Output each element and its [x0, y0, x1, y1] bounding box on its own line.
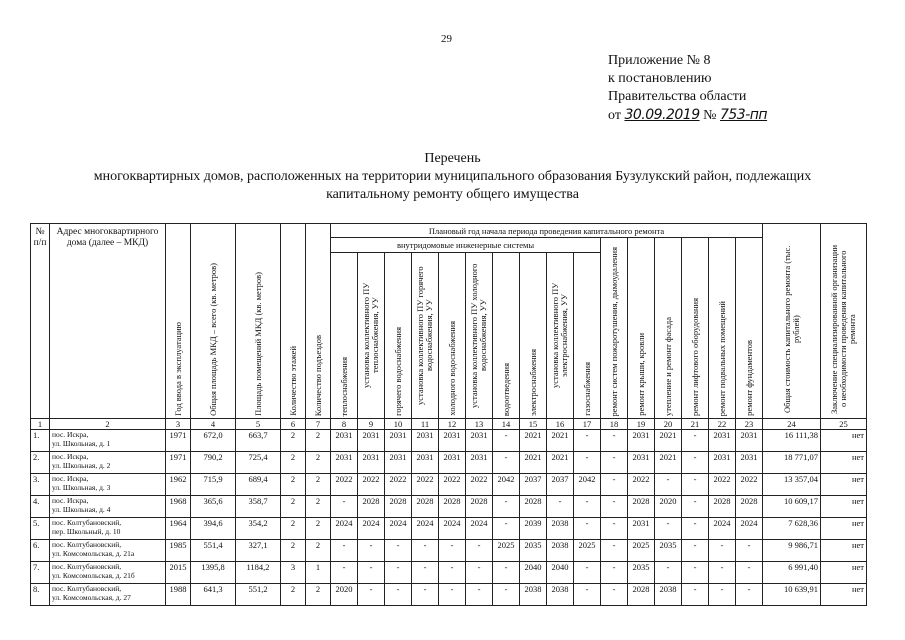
plan-year-cell: - — [547, 496, 574, 518]
plan-year-cell: 2022 — [358, 474, 385, 496]
address-settlement: пос. Колтубановский, — [52, 540, 122, 549]
plan-year-cell: 2039 — [520, 518, 547, 540]
plan-year-cell: 2024 — [331, 518, 358, 540]
col-header-hot-water: горячего водоснабжения — [392, 327, 403, 416]
plan-year-cell: 2028 — [628, 584, 655, 606]
address-cell — [50, 584, 166, 606]
plan-year-cell: - — [574, 518, 601, 540]
cost-cell: 7 628,36 — [763, 518, 821, 540]
address-cell — [50, 430, 166, 452]
column-number: 20 — [655, 419, 682, 430]
plan-year-cell: 2022 — [385, 474, 412, 496]
plan-year-cell: - — [358, 562, 385, 584]
plan-year-cell: 2021 — [655, 452, 682, 474]
plan-year-cell: - — [331, 540, 358, 562]
col-header-cold-water-meter: установка коллективного ПУ холодного водоснабжения, УУ — [469, 263, 488, 408]
col-header-heat-meter: установка коллективного ПУ теплоснабжения, УУ — [361, 282, 380, 389]
plan-year-cell: - — [736, 562, 763, 584]
plan-year-cell: - — [493, 496, 520, 518]
plan-year-cell: 2028 — [439, 496, 466, 518]
area-premises-cell: 354,2 — [236, 518, 281, 540]
plan-year-cell: - — [601, 430, 628, 452]
area-total-cell: 1395,8 — [191, 562, 236, 584]
floors-cell: 3 — [281, 562, 306, 584]
col-header-conclusion: Заключение специализированной организации о необходимости проведения капитального ремонта — [829, 244, 857, 414]
address-street: ул. Комсомольская, д. 27 — [52, 593, 131, 602]
column-number: 25 — [821, 419, 867, 430]
plan-year-cell: 2025 — [493, 540, 520, 562]
address-street: ул. Школьная, д. 1 — [52, 439, 111, 448]
plan-year-cell: 2022 — [709, 474, 736, 496]
col-header-foundation: ремонт фундаментов — [743, 340, 754, 416]
plan-year-cell: 2022 — [439, 474, 466, 496]
col-header-floors: Количество этажей — [287, 346, 298, 416]
cost-cell: 16 111,38 — [763, 430, 821, 452]
plan-year-cell: 2031 — [628, 452, 655, 474]
column-number: 18 — [601, 419, 628, 430]
column-number: 10 — [385, 419, 412, 430]
plan-year-cell: 2022 — [466, 474, 493, 496]
cost-cell: 10 639,91 — [763, 584, 821, 606]
col-header-year: Год ввода в эксплуатацию — [172, 322, 183, 416]
page-number: 29 — [441, 33, 452, 45]
table-row — [31, 430, 867, 452]
plan-year-cell: - — [385, 562, 412, 584]
area-premises-cell: 358,7 — [236, 496, 281, 518]
plan-year-cell: 2038 — [547, 518, 574, 540]
col-header-elevator: ремонт лифтового оборудования — [689, 298, 700, 416]
plan-year-cell: - — [331, 562, 358, 584]
area-total-cell: 394,6 — [191, 518, 236, 540]
plan-year-cell: 2035 — [628, 562, 655, 584]
date-prefix: от — [608, 108, 621, 123]
row-number: 4. — [31, 496, 50, 518]
area-total-cell: 790,2 — [191, 452, 236, 474]
plan-year-cell: 2020 — [331, 584, 358, 606]
plan-year-cell: 2028 — [466, 496, 493, 518]
address-cell — [50, 474, 166, 496]
cost-cell: 9 986,71 — [763, 540, 821, 562]
plan-year-cell: 2024 — [709, 518, 736, 540]
plan-year-cell: 2040 — [520, 562, 547, 584]
plan-year-cell: - — [493, 452, 520, 474]
area-total-cell: 672,0 — [191, 430, 236, 452]
conclusion-cell: нет — [821, 496, 867, 518]
plan-year-cell: 2031 — [709, 430, 736, 452]
column-number: 16 — [547, 419, 574, 430]
year-cell: 1964 — [166, 518, 191, 540]
plan-year-cell: - — [655, 474, 682, 496]
area-total-cell: 551,4 — [191, 540, 236, 562]
plan-year-cell: - — [709, 584, 736, 606]
column-number: 15 — [520, 419, 547, 430]
document-subtitle-line-2: капитальному ремонту общего имущества — [326, 187, 579, 202]
conclusion-cell: нет — [821, 430, 867, 452]
plan-year-cell: - — [682, 540, 709, 562]
plan-year-cell: 2035 — [655, 540, 682, 562]
appendix-line-1: Приложение № 8 — [608, 53, 711, 68]
area-total-cell: 641,3 — [191, 584, 236, 606]
plan-year-cell: 2031 — [412, 452, 439, 474]
plan-year-cell: - — [466, 562, 493, 584]
plan-year-cell: 2028 — [520, 496, 547, 518]
plan-year-cell: 2031 — [331, 430, 358, 452]
plan-year-cell: - — [682, 452, 709, 474]
column-number: 17 — [574, 419, 601, 430]
plan-year-cell: - — [574, 562, 601, 584]
plan-year-cell: - — [709, 562, 736, 584]
plan-year-cell: 2020 — [655, 496, 682, 518]
year-cell: 1971 — [166, 452, 191, 474]
plan-year-cell: - — [439, 562, 466, 584]
conclusion-cell: нет — [821, 584, 867, 606]
floors-cell: 2 — [281, 540, 306, 562]
entrances-cell: 2 — [306, 540, 331, 562]
column-number: 9 — [358, 419, 385, 430]
table-row — [31, 496, 867, 518]
plan-year-cell: 2037 — [520, 474, 547, 496]
plan-year-cell: 2038 — [655, 584, 682, 606]
table-row — [31, 452, 867, 474]
column-number: 8 — [331, 419, 358, 430]
col-header-roof: ремонт крыши, кровли — [635, 333, 646, 416]
col-header-electricity-meter: установка коллективного ПУ электроснабжения, УУ — [550, 282, 569, 389]
column-number: 13 — [466, 419, 493, 430]
address-street: ул. Школьная, д. 3 — [52, 483, 111, 492]
plan-year-cell: 2038 — [547, 584, 574, 606]
row-number: 3. — [31, 474, 50, 496]
address-cell — [50, 518, 166, 540]
table-row — [31, 562, 867, 584]
column-number: 6 — [281, 419, 306, 430]
plan-year-cell: 2028 — [736, 496, 763, 518]
plan-year-cell: - — [682, 430, 709, 452]
col-header-num: № п/п — [31, 224, 50, 419]
plan-year-cell: - — [358, 540, 385, 562]
area-premises-cell: 551,2 — [236, 584, 281, 606]
col-header-basement: ремонт подвальных помещений — [716, 300, 727, 416]
plan-year-cell: 2021 — [520, 452, 547, 474]
col-header-cold-water: холодного водоснабжения — [446, 321, 457, 416]
plan-year-cell: - — [601, 496, 628, 518]
column-number: 12 — [439, 419, 466, 430]
row-number: 2. — [31, 452, 50, 474]
plan-year-cell: - — [412, 584, 439, 606]
plan-year-cell: - — [493, 518, 520, 540]
appendix-header — [608, 52, 767, 125]
plan-year-cell: 2022 — [736, 474, 763, 496]
plan-year-cell: - — [574, 452, 601, 474]
plan-year-cell: - — [682, 474, 709, 496]
handwritten-number: 753-пп — [719, 107, 768, 123]
row-number: 5. — [31, 518, 50, 540]
address-settlement: пос. Искра, — [52, 452, 89, 461]
plan-year-cell: 2031 — [466, 452, 493, 474]
plan-year-cell: 2028 — [385, 496, 412, 518]
plan-year-cell: - — [493, 562, 520, 584]
col-header-hot-water-meter: установка коллективного ПУ горячего водоснабжения, УУ — [415, 266, 434, 405]
floors-cell: 2 — [281, 474, 306, 496]
plan-year-cell: - — [736, 584, 763, 606]
plan-year-cell: 2031 — [412, 430, 439, 452]
address-settlement: пос. Искра, — [52, 474, 89, 483]
row-number: 1. — [31, 430, 50, 452]
cost-cell: 18 771,07 — [763, 452, 821, 474]
plan-year-cell: - — [385, 540, 412, 562]
address-cell — [50, 562, 166, 584]
plan-year-cell: 2028 — [628, 496, 655, 518]
plan-year-cell: - — [655, 562, 682, 584]
col-header-entrances: Количество подъездов — [312, 334, 323, 416]
entrances-cell: 2 — [306, 518, 331, 540]
plan-year-cell: - — [574, 584, 601, 606]
column-number: 14 — [493, 419, 520, 430]
plan-year-cell: 2042 — [493, 474, 520, 496]
plan-year-cell: 2040 — [547, 562, 574, 584]
address-street: ул. Комсомольская, д. 21б — [52, 571, 135, 580]
plan-year-cell: - — [736, 540, 763, 562]
plan-year-cell: 2031 — [736, 452, 763, 474]
plan-year-cell: - — [682, 518, 709, 540]
row-number: 6. — [31, 540, 50, 562]
col-header-fire: ремонт систем пожаротушения, дымоудаления — [608, 246, 619, 416]
address-settlement: пос. Искра, — [52, 430, 89, 439]
plan-year-cell: - — [601, 562, 628, 584]
plan-year-cell: - — [574, 430, 601, 452]
plan-year-cell: - — [682, 562, 709, 584]
plan-year-cell: - — [412, 540, 439, 562]
area-premises-cell: 663,7 — [236, 430, 281, 452]
plan-year-cell: - — [466, 584, 493, 606]
conclusion-cell: нет — [821, 474, 867, 496]
conclusion-cell: нет — [821, 518, 867, 540]
col-header-drainage: водоотведения — [500, 362, 511, 416]
column-number: 11 — [412, 419, 439, 430]
column-number: 3 — [166, 419, 191, 430]
area-premises-cell: 327,1 — [236, 540, 281, 562]
year-cell: 1985 — [166, 540, 191, 562]
plan-year-cell: 2031 — [466, 430, 493, 452]
row-number: 7. — [31, 562, 50, 584]
plan-year-cell: 2031 — [439, 452, 466, 474]
column-number: 4 — [191, 419, 236, 430]
plan-year-cell: 2031 — [385, 430, 412, 452]
plan-year-cell: - — [493, 584, 520, 606]
year-cell: 1968 — [166, 496, 191, 518]
address-street: ул. Школьная, д. 4 — [52, 505, 111, 514]
col-header-area-total: Общая площадь МКД – всего (кв. метров) — [207, 263, 218, 416]
col-header-area-premises: Площадь помещений МКД (кв. метров) — [252, 272, 263, 416]
year-cell: 1971 — [166, 430, 191, 452]
handwritten-date: 30.09.2019 — [624, 107, 700, 123]
table-row — [31, 540, 867, 562]
col-header-address: Адрес многоквартирного дома (далее – МКД) — [50, 224, 166, 419]
floors-cell: 2 — [281, 452, 306, 474]
plan-year-cell: 2038 — [547, 540, 574, 562]
plan-year-cell: - — [412, 562, 439, 584]
plan-year-cell: - — [601, 474, 628, 496]
address-street: ул. Школьная, д. 2 — [52, 461, 111, 470]
document-subtitle-line-1: многоквартирных домов, расположенных на территории муниципального образования Бузулукский район, подлежащих — [93, 169, 812, 184]
area-premises-cell: 725,4 — [236, 452, 281, 474]
table-row — [31, 518, 867, 540]
appendix-line-4 — [608, 106, 767, 125]
table-row — [31, 584, 867, 606]
address-settlement: пос. Искра, — [52, 496, 89, 505]
area-premises-cell: 1184,2 — [236, 562, 281, 584]
plan-year-cell: - — [682, 584, 709, 606]
floors-cell: 2 — [281, 430, 306, 452]
year-cell: 2015 — [166, 562, 191, 584]
plan-year-cell: 2025 — [628, 540, 655, 562]
plan-year-cell: 2024 — [412, 518, 439, 540]
column-number: 23 — [736, 419, 763, 430]
area-total-cell: 715,9 — [191, 474, 236, 496]
address-cell — [50, 496, 166, 518]
plan-year-cell: - — [574, 496, 601, 518]
cost-cell: 6 991,40 — [763, 562, 821, 584]
entrances-cell: 1 — [306, 562, 331, 584]
document-title: Перечень — [424, 151, 481, 166]
plan-year-cell: 2031 — [331, 452, 358, 474]
column-number: 5 — [236, 419, 281, 430]
plan-year-cell: 2031 — [385, 452, 412, 474]
plan-year-cell: 2031 — [358, 452, 385, 474]
col-header-facade: утепление и ремонт фасада — [662, 316, 673, 416]
column-number: 7 — [306, 419, 331, 430]
floors-cell: 2 — [281, 496, 306, 518]
conclusion-cell: нет — [821, 452, 867, 474]
year-cell: 1962 — [166, 474, 191, 496]
floors-cell: 2 — [281, 584, 306, 606]
entrances-cell: 2 — [306, 474, 331, 496]
plan-year-cell: 2031 — [709, 452, 736, 474]
plan-year-cell: 2028 — [709, 496, 736, 518]
table-body — [31, 419, 867, 606]
plan-year-cell: 2031 — [736, 430, 763, 452]
address-cell — [50, 540, 166, 562]
plan-year-cell: - — [493, 430, 520, 452]
entrances-cell: 2 — [306, 430, 331, 452]
column-number: 22 — [709, 419, 736, 430]
column-number-row — [31, 419, 867, 430]
address-settlement: пос. Колтубановский, — [52, 518, 122, 527]
plan-year-cell: 2042 — [574, 474, 601, 496]
plan-year-cell: - — [358, 584, 385, 606]
plan-year-cell: 2028 — [358, 496, 385, 518]
plan-year-cell: 2031 — [628, 518, 655, 540]
plan-year-cell: - — [601, 452, 628, 474]
column-number: 19 — [628, 419, 655, 430]
plan-year-cell: 2024 — [358, 518, 385, 540]
address-settlement: пос. Колтубановский, — [52, 562, 122, 571]
plan-year-cell: 2037 — [547, 474, 574, 496]
plan-year-cell: 2024 — [466, 518, 493, 540]
plan-year-cell: 2021 — [547, 430, 574, 452]
plan-year-cell: 2024 — [736, 518, 763, 540]
col-header-heating: теплоснабжения — [338, 356, 349, 416]
plan-year-cell: - — [439, 584, 466, 606]
conclusion-cell: нет — [821, 540, 867, 562]
repair-table — [30, 223, 867, 606]
col-header-systems: внутридомовые инженерные системы — [331, 238, 601, 253]
col-header-cost: Общая стоимость капитального ремонта (тыс. рублей) — [781, 245, 801, 413]
number-prefix: № — [703, 108, 717, 123]
appendix-line-3: Правительства области — [608, 89, 747, 104]
col-header-gas: газоснабжения — [581, 362, 592, 416]
plan-year-cell: - — [709, 540, 736, 562]
column-number: 2 — [50, 419, 166, 430]
plan-year-cell: 2022 — [331, 474, 358, 496]
plan-year-cell: - — [439, 540, 466, 562]
plan-year-cell: - — [601, 540, 628, 562]
plan-year-cell: 2021 — [655, 430, 682, 452]
plan-year-cell: - — [655, 518, 682, 540]
plan-year-cell: 2031 — [358, 430, 385, 452]
appendix-line-2: к постановлению — [608, 71, 712, 86]
plan-year-cell: 2022 — [412, 474, 439, 496]
col-header-plan: Плановый год начала периода проведения капитального ремонта — [331, 224, 763, 238]
plan-year-cell: - — [682, 496, 709, 518]
plan-year-cell: 2024 — [439, 518, 466, 540]
address-street: пер. Школьный, д. 10 — [52, 527, 121, 536]
row-number: 8. — [31, 584, 50, 606]
plan-year-cell: - — [601, 518, 628, 540]
plan-year-cell: 2028 — [412, 496, 439, 518]
cost-cell: 10 609,17 — [763, 496, 821, 518]
plan-year-cell: - — [385, 584, 412, 606]
col-header-electricity: электроснабжения — [527, 349, 538, 416]
year-cell: 1988 — [166, 584, 191, 606]
address-settlement: пос. Колтубановский, — [52, 584, 122, 593]
column-number: 21 — [682, 419, 709, 430]
plan-year-cell: 2031 — [439, 430, 466, 452]
column-number: 1 — [31, 419, 50, 430]
entrances-cell: 2 — [306, 584, 331, 606]
floors-cell: 2 — [281, 518, 306, 540]
address-cell — [50, 452, 166, 474]
plan-year-cell: - — [466, 540, 493, 562]
plan-year-cell: 2025 — [574, 540, 601, 562]
address-street: ул. Комсомольская, д. 21а — [52, 549, 135, 558]
plan-year-cell: - — [601, 584, 628, 606]
plan-year-cell: 2035 — [520, 540, 547, 562]
cost-cell: 13 357,04 — [763, 474, 821, 496]
plan-year-cell: 2021 — [520, 430, 547, 452]
table-row — [31, 474, 867, 496]
conclusion-cell: нет — [821, 562, 867, 584]
plan-year-cell: - — [331, 496, 358, 518]
plan-year-cell: 2021 — [547, 452, 574, 474]
plan-year-cell: 2024 — [385, 518, 412, 540]
column-number: 24 — [763, 419, 821, 430]
plan-year-cell: 2022 — [628, 474, 655, 496]
entrances-cell: 2 — [306, 496, 331, 518]
plan-year-cell: 2038 — [520, 584, 547, 606]
entrances-cell: 2 — [306, 452, 331, 474]
plan-year-cell: 2031 — [628, 430, 655, 452]
area-total-cell: 365,6 — [191, 496, 236, 518]
area-premises-cell: 689,4 — [236, 474, 281, 496]
